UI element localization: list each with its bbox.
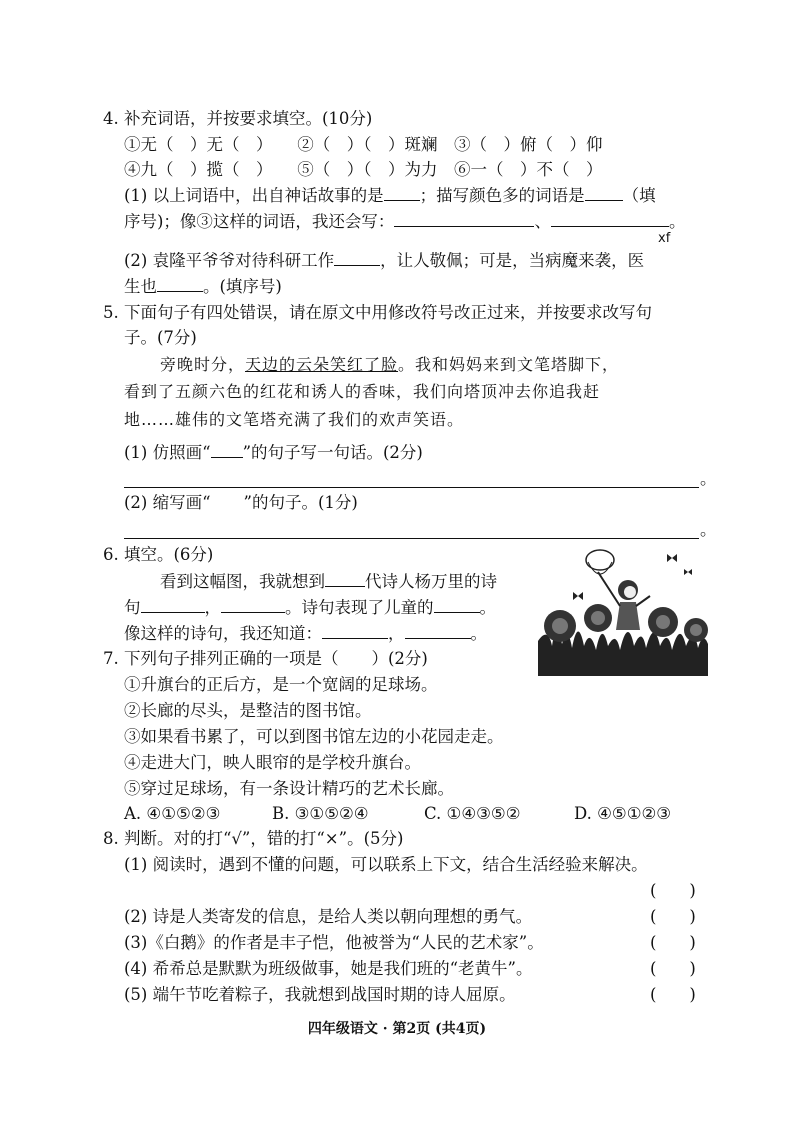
q7-option-b[interactable]: B. ③①⑤②④ <box>272 804 369 823</box>
q6-text-i: 。 <box>470 624 487 643</box>
q7-title: 7. 下列句子排列正确的一项是（ ）(2分) <box>103 649 428 668</box>
q7-sentence-4: ④走进大门，映人眼帘的是学校升旗台。 <box>124 753 421 772</box>
blank[interactable] <box>384 186 420 201</box>
underline-sample <box>211 443 243 458</box>
q7-option-c[interactable]: C. ①④③⑤② <box>424 804 521 823</box>
blank[interactable] <box>325 572 365 587</box>
handwritten-mark: xf <box>658 231 671 246</box>
q8-item-2: (2) 诗是人类寄发的信息，是给人类以朝向理想的勇气。 <box>124 907 533 926</box>
q5-passage-line2: 看到了五颜六色的红花和诱人的香味，我们向塔顶冲去你追我赶 <box>124 382 601 401</box>
q4-part1-line2 <box>124 211 685 233</box>
q6-text-e: 。诗句表现了儿童的 <box>285 598 434 617</box>
q4-p2-text-a: (2) 袁隆平爷爷对待科研工作 <box>124 251 335 270</box>
q5-p1-text-a: (1) 仿照画“ <box>124 443 211 462</box>
q6-line1 <box>160 571 497 593</box>
girl-catching-butterflies-illustration <box>538 546 708 676</box>
q4-p2-text-c: 生也 <box>124 277 157 296</box>
answer-line[interactable] <box>124 487 699 488</box>
q4-p2-text-b: ，让人敬佩；可是，当病魔来袭，医 <box>380 251 645 270</box>
q7-option-d[interactable]: D. ④⑤①②③ <box>574 804 672 823</box>
q4-p1-text-b: ；描写颜色多的词语是 <box>419 186 585 205</box>
q5-part2: (2) 缩写画“ ”的句子。(1分) <box>124 493 358 512</box>
q6-text-a: 看到这幅图，我就想到 <box>160 572 325 591</box>
q6-line3 <box>124 623 487 645</box>
q8-item-5: (5) 端午节吃着粽子，我就想到战国时期的诗人屈原。 <box>124 985 516 1004</box>
blank[interactable] <box>157 277 203 292</box>
q8-item-4: (4) 希希总是默默为班级做事，她是我们班的“老黄牛”。 <box>124 959 533 978</box>
blank[interactable] <box>141 598 205 613</box>
q8-answer-box-1[interactable]: ( ) <box>650 881 696 900</box>
q5-title-line2: 子。(7分) <box>124 328 197 347</box>
q8-item-1: (1) 阅读时，遇到不懂的问题，可以联系上下文，结合生活经验来解决。 <box>124 855 648 874</box>
q8-answer-box-5[interactable]: ( ) <box>650 985 696 1004</box>
q6-line2 <box>124 597 496 619</box>
q8-title: 8. 判断。对的打“√”，错的打“×”。(5分) <box>103 829 404 848</box>
q5-underlined-sentence: 天边的云朵笑红了脸 <box>245 355 399 374</box>
q6-text-g: 像这样的诗句，我还知道： <box>124 624 322 643</box>
q5-part1 <box>124 442 423 464</box>
q7-sentence-5: ⑤穿过足球场，有一条设计精巧的艺术长廊。 <box>124 779 454 798</box>
q5-passage-line1 <box>160 354 619 376</box>
blank[interactable] <box>322 624 388 639</box>
q8-answer-box-3[interactable]: ( ) <box>650 933 696 952</box>
q4-p1-text-f: 。 <box>668 212 686 231</box>
blank[interactable] <box>405 624 471 639</box>
q8-item-3: (3)《白鹅》的作者是丰子恺，他被誉为“人民的艺术家”。 <box>124 933 544 952</box>
q5-end-mark-2: 。 <box>700 520 717 539</box>
q4-p1-text-a: (1) 以上词语中，出自神话故事的是 <box>124 186 384 205</box>
answer-line[interactable] <box>124 538 699 539</box>
blank[interactable] <box>434 598 480 613</box>
blank[interactable] <box>585 186 623 201</box>
q5-title-line1: 5. 下面句子有四处错误，请在原文中用修改符号改正过来，并按要求改写句 <box>103 303 652 322</box>
q6-title: 6. 填空。(6分) <box>103 545 214 564</box>
q6-text-f: 。 <box>479 598 496 617</box>
q5-passage-a: 旁晚时分， <box>160 355 246 374</box>
q6-text-b: 代诗人杨万里的诗 <box>365 572 497 591</box>
q4-p2-text-d: 。(填序号) <box>203 277 282 296</box>
q4-p1-text-c: （填 <box>622 186 656 205</box>
q4-part2-line2 <box>124 276 282 298</box>
q5-passage-line3: 地……雄伟的文笔塔充满了我们的欢声笑语。 <box>124 410 465 429</box>
blank[interactable] <box>221 598 285 613</box>
q7-sentence-1: ①升旗台的正后方，是一个宽阔的足球场。 <box>124 675 438 694</box>
q5-end-mark-1: 。 <box>700 469 717 488</box>
q5-p1-text-b: ”的句子写一句话。(2分) <box>242 443 423 462</box>
q8-answer-box-2[interactable]: ( ) <box>650 907 696 926</box>
q4-row1: ①无（ ）无（ ） ②（ ）（ ）斑斓 ③（ ）俯（ ）仰 <box>124 135 603 154</box>
blank[interactable] <box>394 212 534 227</box>
q6-text-h: ， <box>388 624 405 643</box>
q7-sentence-2: ②长廊的尽头，是整洁的图书馆。 <box>124 701 372 720</box>
page-footer: 四年级语文 · 第2页 (共4页) <box>307 1021 487 1037</box>
q4-title: 4. 补充词语，并按要求填空。(10分) <box>103 109 373 128</box>
q4-row2: ④九（ ）揽（ ） ⑤（ ）（ ）为力 ⑥一（ ）不（ ） <box>124 160 603 179</box>
q7-option-a[interactable]: A. ④①⑤②③ <box>124 804 221 823</box>
q6-text-c: 句 <box>124 598 141 617</box>
q5-passage-c: 。我和妈妈来到文笔塔脚下， <box>398 355 620 374</box>
q8-answer-box-4[interactable]: ( ) <box>650 959 696 978</box>
blank[interactable] <box>334 251 380 266</box>
q7-sentence-3: ③如果看书累了，可以到图书馆左边的小花园走走。 <box>124 727 504 746</box>
q4-p1-text-d: 序号)；像③这样的词语，我还会写： <box>124 212 395 231</box>
q4-part1-line1 <box>124 185 656 207</box>
q4-part2-line1 <box>124 250 644 272</box>
q6-text-d: ， <box>204 598 221 617</box>
q4-p1-text-e: 、 <box>534 212 551 231</box>
blank[interactable] <box>551 212 669 227</box>
